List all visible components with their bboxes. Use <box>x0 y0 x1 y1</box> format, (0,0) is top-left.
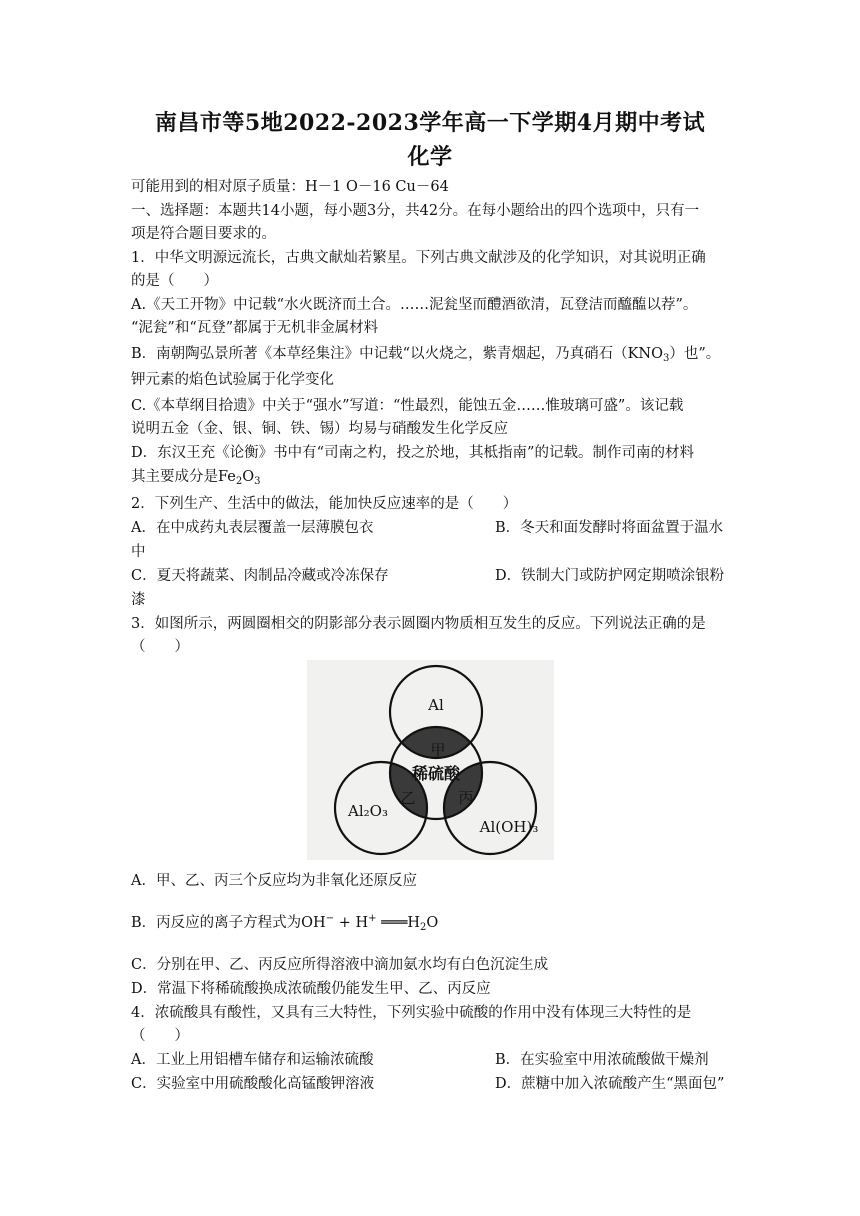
q4-option-b: B．在实验室中用浓硫酸做干燥剂 <box>495 1052 709 1068</box>
q4-option-c: C．实验室中用硫酸酸化高锰酸钾溶液 <box>131 1076 375 1092</box>
q2-option-b-cont: 中 <box>131 544 146 560</box>
q1-stem-line-1: 1．中华文明源远流长，古典文献灿若繁星。下列古典文献涉及的化学知识，对其说明正确 <box>131 250 706 266</box>
label-dilute-h2so4: 稀硫酸 <box>411 764 461 783</box>
label-al: Al <box>428 696 444 714</box>
q1-option-d-line-2: 其主要成分是$Fe_2O_3$ <box>131 469 261 487</box>
q1-option-a-line-1: A.《天工开物》中记载“水火既济而土合。……泥瓮坚而醴酒欲清，瓦登洁而醯醢以荐”。 <box>131 297 698 313</box>
label-yi: 乙 <box>400 789 416 807</box>
exam-subject: 化学 <box>407 144 453 170</box>
q3-option-b: B．丙反应的离子方程式为OH− + H+ $═══H_2O$ <box>131 913 439 933</box>
exam-title: 南昌市等5地2022-2023学年高一下学期4月期中考试 <box>154 110 706 136</box>
atomic-mass-note: 可能用到的相对原子质量：H－1 O－16 Cu－64 <box>131 179 449 195</box>
label-jia: 甲 <box>430 741 446 759</box>
q2-option-c: C．夏天将蔬菜、肉制品冷藏或冷冻保存 <box>131 568 389 584</box>
fe2o3-formula: $Fe_2O_3$ <box>218 469 261 487</box>
ionic-equation: OH− + H+ $═══H_2O$ <box>301 913 439 933</box>
q1-option-c-line-2: 说明五金（金、银、铜、铁、锡）均易与硝酸发生化学反应 <box>131 421 508 437</box>
label-aloh3: Al(OH)₃ <box>479 818 539 836</box>
q1-stem-line-2: 的是（ ） <box>131 273 218 289</box>
q1-option-b-line-2: 钾元素的焰色试验属于化学变化 <box>131 372 334 388</box>
q4-option-a: A．工业上用铝槽车储存和运输浓硫酸 <box>131 1052 374 1068</box>
label-al2o3: Al₂O₃ <box>348 802 388 820</box>
q2-option-b: B．冬天和面发酵时将面盆置于温水 <box>495 520 724 536</box>
section-intro-line-2: 项是符合题目要求的。 <box>131 226 276 242</box>
q1-option-d-line-1: D．东汉王充《论衡》书中有“司南之杓，投之於地，其柢指南”的记载。制作司南的材料 <box>131 445 694 461</box>
q3-stem-line-2: （ ） <box>131 639 189 655</box>
q4-stem-line-2: （ ） <box>131 1028 189 1044</box>
q3-option-d: D．常温下将稀硫酸换成浓硫酸仍能发生甲、乙、丙反应 <box>131 981 491 997</box>
q2-option-d-cont: 漆 <box>131 592 146 608</box>
label-bing: 丙 <box>458 789 474 807</box>
q1-option-a-line-2: “泥瓮”和“瓦登”都属于无机非金属材料 <box>131 320 379 336</box>
q4-option-d: D．蔗糖中加入浓硫酸产生“黑面包” <box>495 1076 725 1092</box>
kno3-formula: $KNO_3$ <box>627 346 670 364</box>
q1-option-b-line-1: B．南朝陶弘景所著《本草经集注》中记载“以火烧之，紫青烟起，乃真硝石$(KNO_3)$也”。 <box>131 346 721 364</box>
q3-option-a: A．甲、乙、丙三个反应均为非氧化还原反应 <box>131 873 417 889</box>
q2-stem: 2．下列生产、生活中的做法，能加快反应速率的是（ ） <box>131 496 518 512</box>
q4-stem-line-1: 4．浓硫酸具有酸性，又具有三大特性，下列实验中硫酸的作用中没有体现三大特性的是 <box>131 1005 692 1021</box>
q3-stem-line-1: 3．如图所示，两圆圈相交的阴影部分表示圆圈内物质相互发生的反应。下列说法正确的是 <box>131 616 706 632</box>
venn-diagram <box>307 660 554 860</box>
q3-option-c: C．分别在甲、乙、丙反应所得溶液中滴加氨水均有白色沉淀生成 <box>131 957 549 973</box>
section-intro-line-1: 一、选择题：本题共14小题，每小题3分，共42分。在每小题给出的四个选项中，只有一 <box>131 203 700 219</box>
q2-option-d: D．铁制大门或防护网定期喷涂银粉 <box>495 568 725 584</box>
q1-option-c-line-1: C.《本草纲目拾遗》中关于“强水”写道：“性最烈，能蚀五金……惟玻璃可盛”。该记载 <box>131 398 684 414</box>
q2-option-a: A．在中成药丸表层覆盖一层薄膜包衣 <box>131 520 374 536</box>
